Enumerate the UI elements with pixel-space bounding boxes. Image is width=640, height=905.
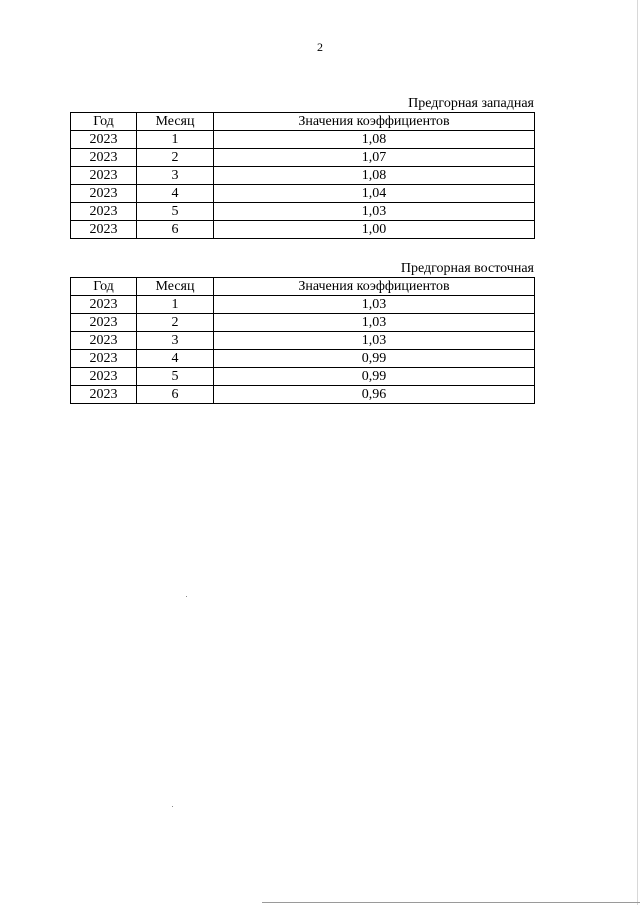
table-row xyxy=(71,296,535,314)
cell-month: 1 xyxy=(137,131,214,149)
cell-month: 3 xyxy=(137,332,214,350)
table-row xyxy=(71,167,535,185)
table-title: Предгорная западная xyxy=(408,96,534,111)
table-row xyxy=(71,386,535,404)
cell-year: 2023 xyxy=(71,314,137,332)
coefficients-table-east xyxy=(70,260,534,404)
cell-month: 5 xyxy=(137,368,214,386)
coefficients-table xyxy=(70,112,535,239)
cell-value: 1,08 xyxy=(214,167,535,185)
cell-value: 0,99 xyxy=(214,350,535,368)
table-row xyxy=(71,221,535,239)
table-row xyxy=(71,185,535,203)
cell-month: 4 xyxy=(137,185,214,203)
cell-year: 2023 xyxy=(71,368,137,386)
cell-month: 3 xyxy=(137,167,214,185)
cell-value: 1,03 xyxy=(214,314,535,332)
cell-year: 2023 xyxy=(71,131,137,149)
table-title: Предгорная восточная xyxy=(400,261,534,276)
column-header-year: Год xyxy=(71,278,137,296)
cell-year: 2023 xyxy=(71,332,137,350)
scan-speck xyxy=(186,596,187,597)
cell-month: 6 xyxy=(137,221,214,239)
cell-month: 5 xyxy=(137,203,214,221)
page-number: 2 xyxy=(317,40,323,54)
table-header-row xyxy=(71,113,535,131)
cell-month: 1 xyxy=(137,296,214,314)
coefficients-table-west xyxy=(70,95,534,239)
cell-month: 6 xyxy=(137,386,214,404)
cell-year: 2023 xyxy=(71,167,137,185)
table-row xyxy=(71,314,535,332)
table-row xyxy=(71,203,535,221)
scan-edge-right xyxy=(637,0,638,905)
cell-year: 2023 xyxy=(71,203,137,221)
table-row xyxy=(71,350,535,368)
table-row xyxy=(71,368,535,386)
scan-speck xyxy=(172,806,173,807)
cell-year: 2023 xyxy=(71,149,137,167)
coefficients-table xyxy=(70,277,535,404)
column-header-month: Месяц xyxy=(137,278,214,296)
table-row xyxy=(71,149,535,167)
cell-value: 1,03 xyxy=(214,296,535,314)
table-row xyxy=(71,131,535,149)
cell-value: 1,07 xyxy=(214,149,535,167)
cell-value: 1,03 xyxy=(214,203,535,221)
cell-value: 0,96 xyxy=(214,386,535,404)
cell-year: 2023 xyxy=(71,386,137,404)
column-header-year: Год xyxy=(71,113,137,131)
cell-value: 0,99 xyxy=(214,368,535,386)
column-header-value: Значения коэффициентов xyxy=(214,113,535,131)
cell-month: 4 xyxy=(137,350,214,368)
cell-year: 2023 xyxy=(71,185,137,203)
cell-month: 2 xyxy=(137,314,214,332)
scan-edge-bottom xyxy=(262,902,640,903)
column-header-month: Месяц xyxy=(137,113,214,131)
cell-value: 1,00 xyxy=(214,221,535,239)
cell-value: 1,08 xyxy=(214,131,535,149)
cell-year: 2023 xyxy=(71,221,137,239)
table-header-row xyxy=(71,278,535,296)
cell-year: 2023 xyxy=(71,350,137,368)
table-row xyxy=(71,332,535,350)
cell-value: 1,04 xyxy=(214,185,535,203)
column-header-value: Значения коэффициентов xyxy=(214,278,535,296)
cell-month: 2 xyxy=(137,149,214,167)
cell-year: 2023 xyxy=(71,296,137,314)
cell-value: 1,03 xyxy=(214,332,535,350)
